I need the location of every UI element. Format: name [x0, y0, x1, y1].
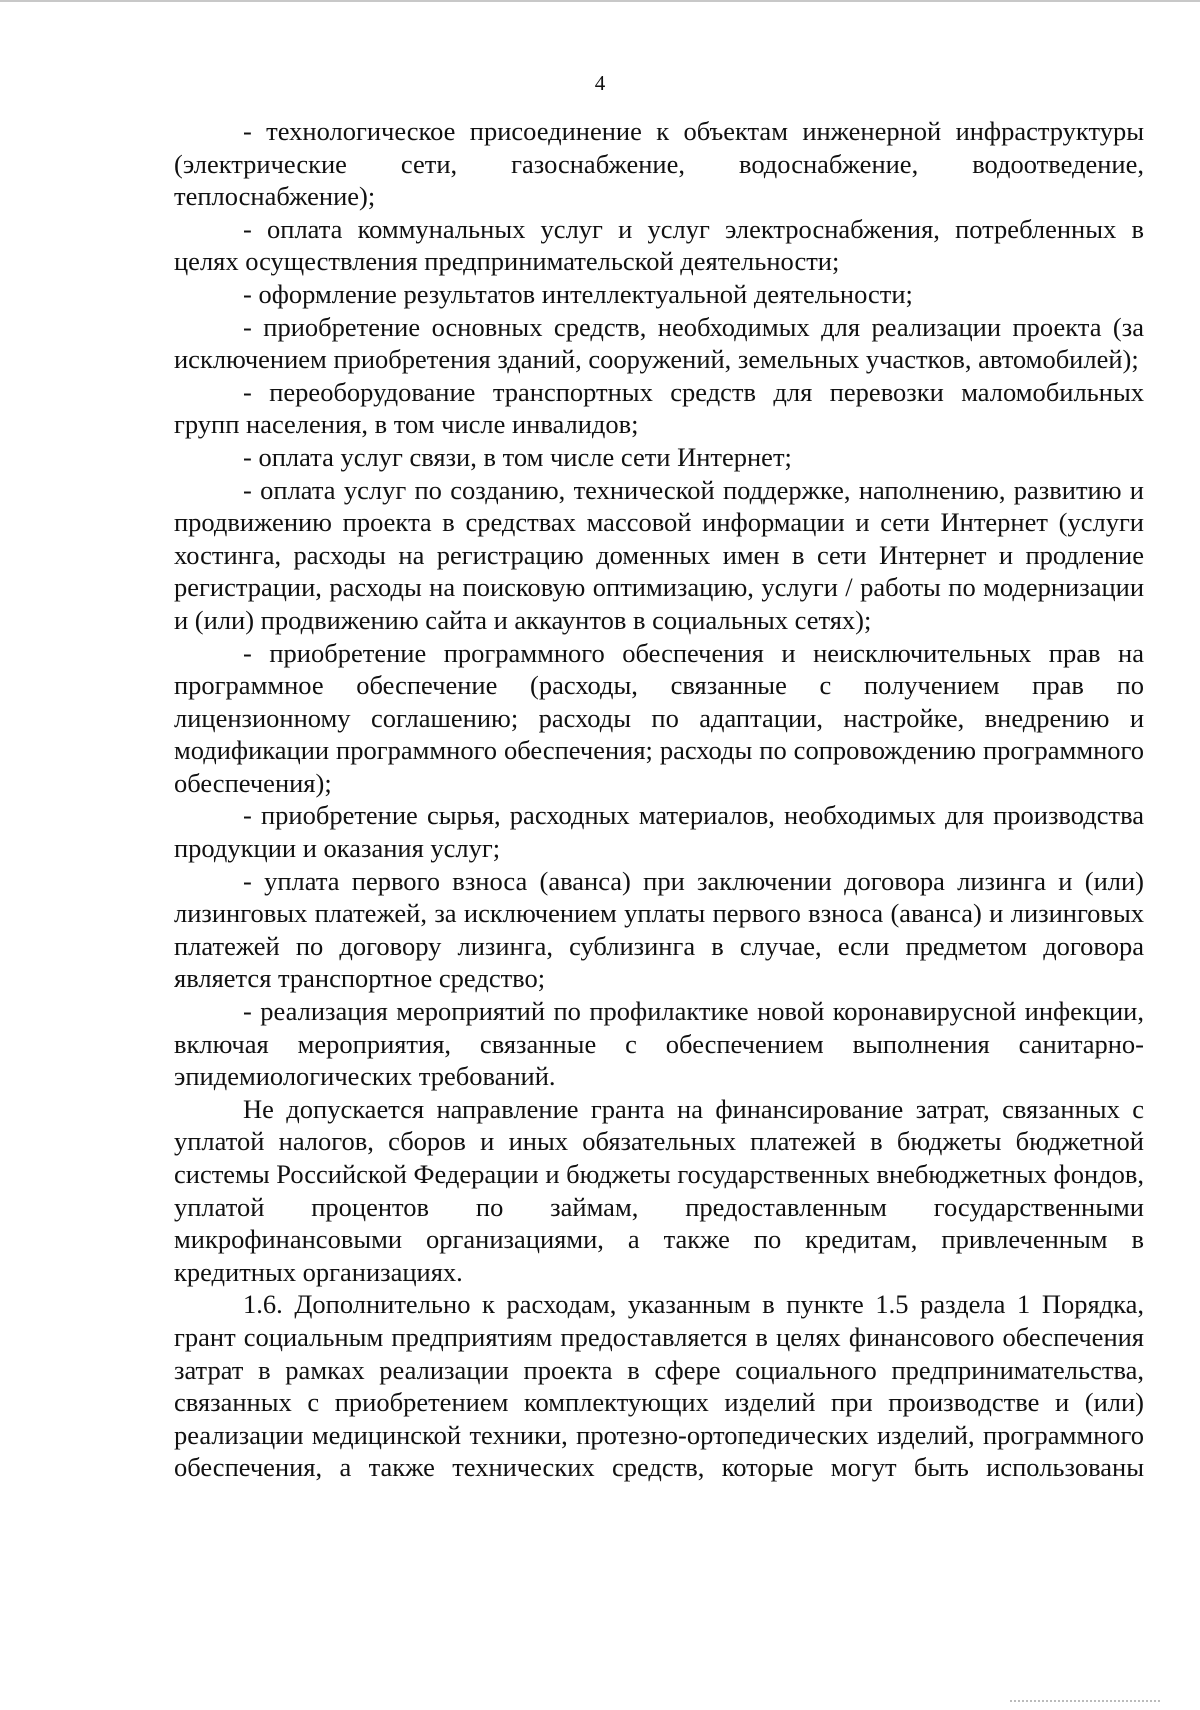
page-bottom-artifact — [1010, 1698, 1160, 1702]
page-number: 4 — [594, 71, 606, 95]
list-item-intellectual-results: - оформление результатов интеллектуальной деятельности; — [243, 278, 913, 309]
list-item-software: - приобретение программного обеспечения и неисключительных прав на программное обеспечение (расходы, связанные с получением прав по лицензионному соглашению; расходы по адаптации, настройке, внедрению и модификации программного обеспечения; расходы по сопровождению программного обеспечения); — [174, 637, 1144, 798]
list-item-communication-services: - оплата услуг связи, в том числе сети Интернет; — [243, 441, 792, 472]
paragraph-section-1-6: 1.6. Дополнительно к расходам, указанным в пункте 1.5 раздела 1 Порядка, грант социальным предприятиям предоставляется в целях финансового обеспечения затрат в рамках реализации проекта в сфере социального предпринимательства, связанных с приобретением комплектующих изделий при производстве и (или) реализации медицинской техники, протезно-ортопедических изделий, программного обеспечения, а также технических средств, которые могут быть использованы — [174, 1289, 1144, 1483]
list-item-covid-measures: - реализация мероприятий по профилактике новой коронавирусной инфекции, включая мероприятия, связанные с обеспечением выполнения санитарно-эпидемиологических требований. — [174, 996, 1144, 1092]
list-item-tech-connection: - технологическое присоединение к объектам инженерной инфраструктуры (электрические сети, газоснабжение, водоснабжение, водоотведение, теплоснабжение); — [174, 116, 1144, 212]
document-body — [174, 115, 1144, 1484]
paragraph-restrictions: Не допускается направление гранта на финансирование затрат, связанных с уплатой налогов, сборов и иных обязательных платежей в бюджеты бюджетной системы Российской Федерации и бюджеты государственных внебюджетных фондов, уплатой процентов по займам, предоставленным государственными микрофинансовыми организациями, а также по кредитам, привлеченным в кредитных организациях. — [174, 1093, 1144, 1287]
page-top-edge — [0, 0, 1200, 2]
list-item-utilities-payment: - оплата коммунальных услуг и услуг электроснабжения, потребленных в целях осуществления предпринимательской деятельности; — [174, 213, 1144, 277]
list-item-media-internet: - оплата услуг по созданию, технической поддержке, наполнению, развитию и продвижению проекта в средствах массовой информации и сети Интернет (услуги хостинга, расходы на регистрацию доменных имен в сети Интернет и продление регистрации, расходы на поисковую оптимизацию, услуги / работы по модернизации и (или) продвижению сайта и аккаунтов в социальных сетях); — [174, 474, 1144, 635]
list-item-vehicle-conversion: - переоборудование транспортных средств для перевозки маломобильных групп населения, в том числе инвалидов; — [174, 376, 1144, 440]
list-item-leasing: - уплата первого взноса (аванса) при заключении договора лизинга и (или) лизинговых платежей, за исключением уплаты первого взноса (аванса) и лизинговых платежей по договору лизинга, сублизинга в случае, если предметом договора является транспортное средство; — [174, 865, 1144, 994]
list-item-fixed-assets: - приобретение основных средств, необходимых для реализации проекта (за исключением приобретения зданий, сооружений, земельных участков, автомобилей); — [174, 311, 1144, 375]
list-item-raw-materials: - приобретение сырья, расходных материалов, необходимых для производства продукции и оказания услуг; — [174, 800, 1144, 864]
